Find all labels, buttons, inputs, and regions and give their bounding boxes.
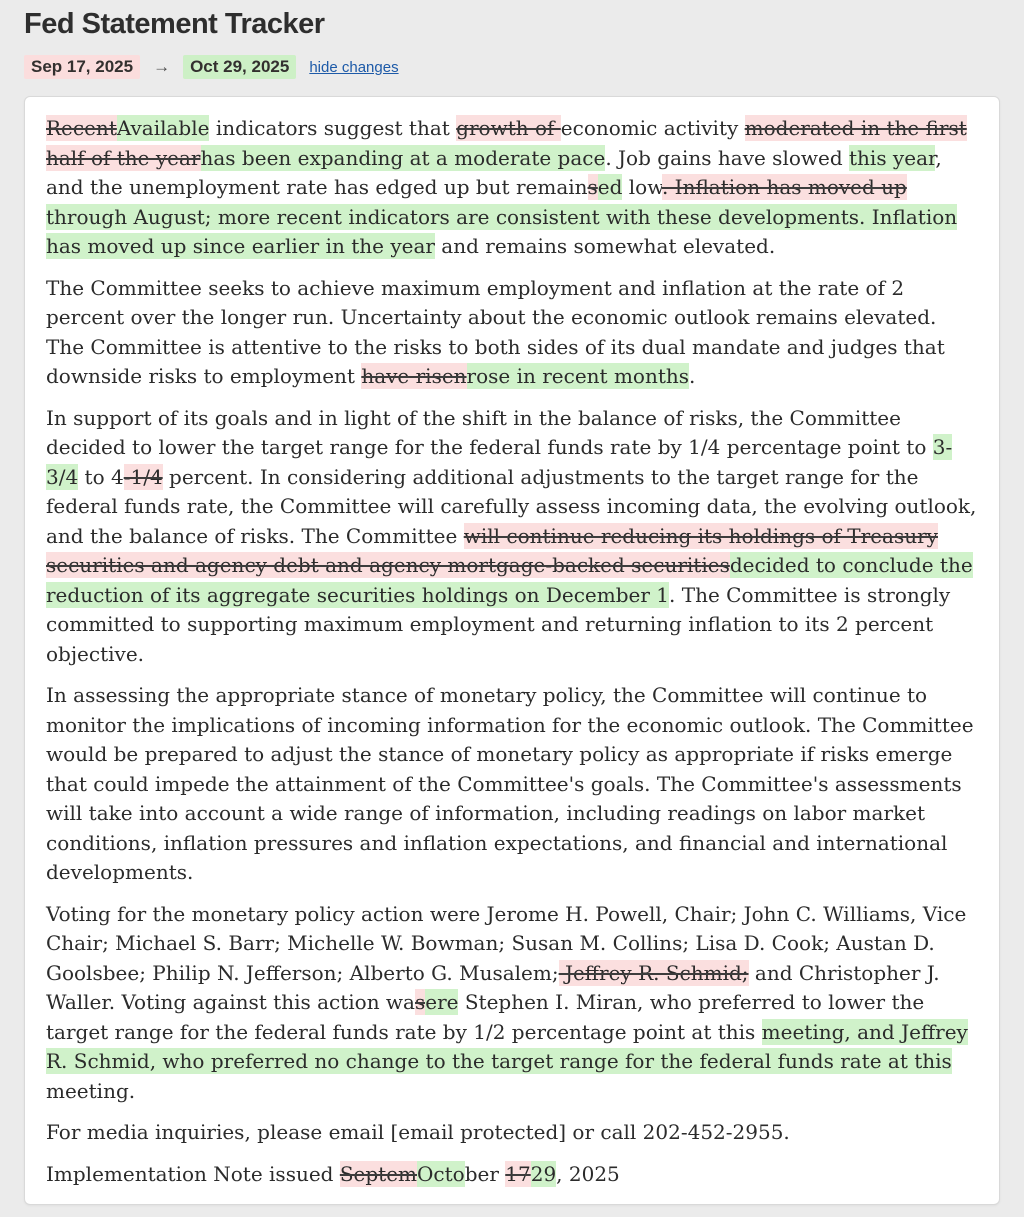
inserted-text: rose in recent months <box>466 364 690 388</box>
statement-paragraph <box>46 274 978 392</box>
statement-text: and remains somewhat elevated. <box>434 234 776 258</box>
statement-text: In support of its goals and in light of the shift in the balance of risks, the Committee decided to lower the target range for the federal funds rate by 1/4 percentage point to <box>46 405 933 459</box>
statement-text: . The Committee is strongly committed to supporting maximum employment and returning inflation to its 2 percent objective. <box>46 582 951 666</box>
deleted-text: Septem <box>339 1161 418 1186</box>
inserted-text: 3-3/4 <box>46 435 953 489</box>
statement-paragraph <box>46 681 978 888</box>
deleted-text: growth of <box>456 116 561 140</box>
inserted-text: meeting, and Jeffrey R. Schmid, who preferred no change to the target range for the federal funds rate at this <box>46 1019 968 1073</box>
statement-text: For media inquiries, please email [email protected] or call 202-452-2955. <box>46 1120 790 1144</box>
inserted-text: 29 <box>530 1161 557 1186</box>
statement-text: , 2025 <box>556 1161 620 1186</box>
from-date-badge[interactable]: Sep 17, 2025 <box>24 55 140 79</box>
statement-text: Stephen I. Miran, who preferred to lower the target range for the federal funds rate by 1/2 percentage point at this <box>46 990 925 1044</box>
inserted-text: ed <box>597 175 623 199</box>
statement-text: . Job gains have slowed <box>605 145 849 170</box>
statement-text: meeting. <box>46 1078 136 1103</box>
inserted-text: Available <box>116 116 210 140</box>
deleted-text: will continue reducing its holdings of Treasury securities and agency debt and agency mortgage-backed securities <box>46 523 938 577</box>
statement-text: Implementation Note issued <box>46 1161 340 1186</box>
statement-text: , and the unemployment rate has edged up but remain <box>46 145 942 199</box>
deleted-text: moderated in the first half of the year <box>46 116 967 170</box>
statement-text: percent. In considering additional adjustments to the target range for the federal funds rate, the Committee will carefully assess incoming data, the evolving outlook, and the balance of risks. The Committee <box>46 464 977 548</box>
statement-text: economic activity <box>560 116 745 140</box>
deleted-text: have risen <box>361 364 467 388</box>
deleted-text: Jeffrey R. Schmid; <box>558 960 749 985</box>
page-title: Fed Statement Tracker <box>24 8 325 40</box>
deleted-text: s <box>414 990 426 1014</box>
statement-text: to 4 <box>78 464 124 489</box>
statement-card <box>24 96 1000 1205</box>
statement-text: and Christopher J. Waller. Voting against this action wa <box>46 960 940 1014</box>
hide-changes-link[interactable]: hide changes <box>309 59 399 76</box>
statement-paragraph <box>46 114 978 262</box>
deleted-text: -1/4 <box>123 464 163 489</box>
inserted-text: decided to conclude the reduction of its aggregate securities holdings on December 1 <box>46 553 973 607</box>
to-date-badge[interactable]: Oct 29, 2025 <box>183 55 296 79</box>
inserted-text: ere <box>425 990 459 1014</box>
statement-paragraph <box>46 1118 978 1148</box>
statement-paragraph <box>46 900 978 1107</box>
deleted-text: . Inflation has moved up <box>661 175 907 199</box>
statement-text: Voting for the monetary policy action were Jerome H. Powell, Chair; John C. Williams, Vice Chair; Michael S. Barr; Michelle W. Bowman; Susan M. Collins; Lisa D. Cook; Austan D. Goolsbee; Philip N. Jefferson; Alberto G. Musalem; <box>46 901 967 985</box>
inserted-text: through August; more recent indicators are consistent with these developments. Inflation has moved up since earlier in the year <box>46 204 958 258</box>
statement-text: In assessing the appropriate stance of monetary policy, the Committee will continue to monitor the implications of incoming information for the economic outlook. The Committee would be prepared to adjust the stance of monetary policy as appropriate if risks emerge that could impede the attainment of the Committee's goals. The Committee's assessments will take into account a wide range of information, including readings on labor market conditions, inflation pressures and inflation expectations, and financial and international developments. <box>46 683 974 884</box>
deleted-text: s <box>587 175 598 199</box>
deleted-text: 17 <box>505 1161 531 1186</box>
statement-text: low <box>622 175 662 199</box>
statement-paragraph <box>46 404 978 670</box>
inserted-text: Octo <box>417 1161 465 1186</box>
statement-text: indicators suggest that <box>209 116 457 140</box>
statement-text: . <box>689 364 696 388</box>
inserted-text: has been expanding at a moderate pace <box>200 145 606 170</box>
inserted-text: this year <box>849 145 936 170</box>
statement-text: The Committee seeks to achieve maximum employment and inflation at the rate of 2 percent over the longer run. Uncertainty about the economic outlook remains elevated. The Committee is attentive to the risks to both sides of its dual mandate and judges that downside risks to employment <box>46 275 945 388</box>
statement-text: ber <box>464 1161 506 1186</box>
arrow-right-icon: → <box>153 57 171 76</box>
date-selector-row <box>24 55 1000 79</box>
statement-paragraph <box>46 1160 978 1190</box>
deleted-text: Recent <box>46 116 117 140</box>
